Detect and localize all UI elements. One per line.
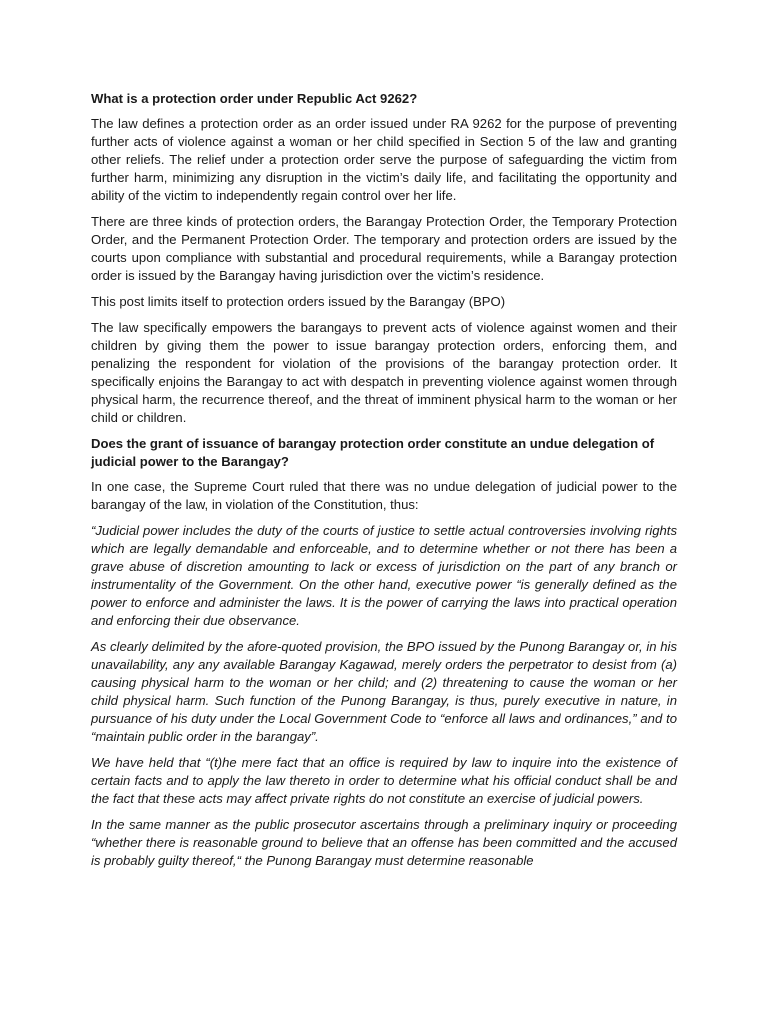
section-heading-protection-order: What is a protection order under Republic Act 9262? xyxy=(91,91,418,106)
document-page xyxy=(91,90,677,878)
paragraph-scope: This post limits itself to protection orders issued by the Barangay (BPO) xyxy=(91,294,506,309)
quote-bpo-executive: As clearly delimited by the afore-quoted provision, the BPO issued by the Punong Barangay or, in his unavailability, any any available Barangay Kagawad, merely orders the perpetrator to desist from (a) causing physical harm to the woman or her child; and (2) threatening to cause the woman or her child physical harm. Such function of the Punong Barangay, is thus, purely executive in nature, in pursuance of his duty under the Local Government Code to “enforce all laws and ordinances,” and to “maintain public order in the barangay”. xyxy=(91,639,677,744)
paragraph-supreme-court-ruling: In one case, the Supreme Court ruled that there was no undue delegation of judicial power to the barangay of the law, in violation of the Constitution, thus: xyxy=(91,479,677,512)
paragraph-barangay-powers: The law specifically empowers the barangays to prevent acts of violence against women and their children by giving them the power to issue barangay protection orders, enforcing them, and penalizing the respondent for violation of the provisions of the barangay protection order. It specifically enjoins the Barangay to act with despatch in preventing violence against women through physical harm, the recurrence thereof, and the threat of imminent physical harm to the woman or her child or children. xyxy=(91,320,677,425)
quote-office-inquiry: We have held that “(t)he mere fact that an office is required by law to inquire into the existence of certain facts and to apply the law thereto in order to determine what his official conduct shall be and the fact that these acts may affect private rights do not constitute an exercise of judicial powers. xyxy=(91,755,677,806)
section-heading-undue-delegation: Does the grant of issuance of barangay protection order constitute an undue delegation of judicial power to the Barangay? xyxy=(91,436,655,469)
quote-public-prosecutor: In the same manner as the public prosecutor ascertains through a preliminary inquiry or proceeding “whether there is reasonable ground to believe that an offense has been committed and the accused is probably guilty thereof,“ the Punong Barangay must determine reasonable xyxy=(91,817,677,868)
paragraph-definition: The law defines a protection order as an order issued under RA 9262 for the purpose of preventing further acts of violence against a woman or her child specified in Section 5 of the law and granting other reliefs. The relief under a protection order serve the purpose of safeguarding the victim from further harm, minimizing any disruption in the victim’s daily life, and facilitating the opportunity and ability of the victim to independently regain control over her life. xyxy=(91,116,677,203)
quote-judicial-power: “Judicial power includes the duty of the courts of justice to settle actual controversies involving rights which are legally demandable and enforceable, and to determine whether or not there has been a grave abuse of discretion amounting to lack or excess of jurisdiction on the part of any branch or instrumentality of the Government. On the other hand, executive power “is generally defined as the power to enforce and administer the laws. It is the power of carrying the laws into practical operation and enforcing their due observance. xyxy=(91,523,677,628)
paragraph-kinds-of-orders: There are three kinds of protection orders, the Barangay Protection Order, the Temporary Protection Order, and the Permanent Protection Order. The temporary and protection orders are issued by the courts upon compliance with substantial and procedural requirements, while a Barangay protection order is issued by the Barangay having jurisdiction over the victim’s residence. xyxy=(91,214,677,283)
